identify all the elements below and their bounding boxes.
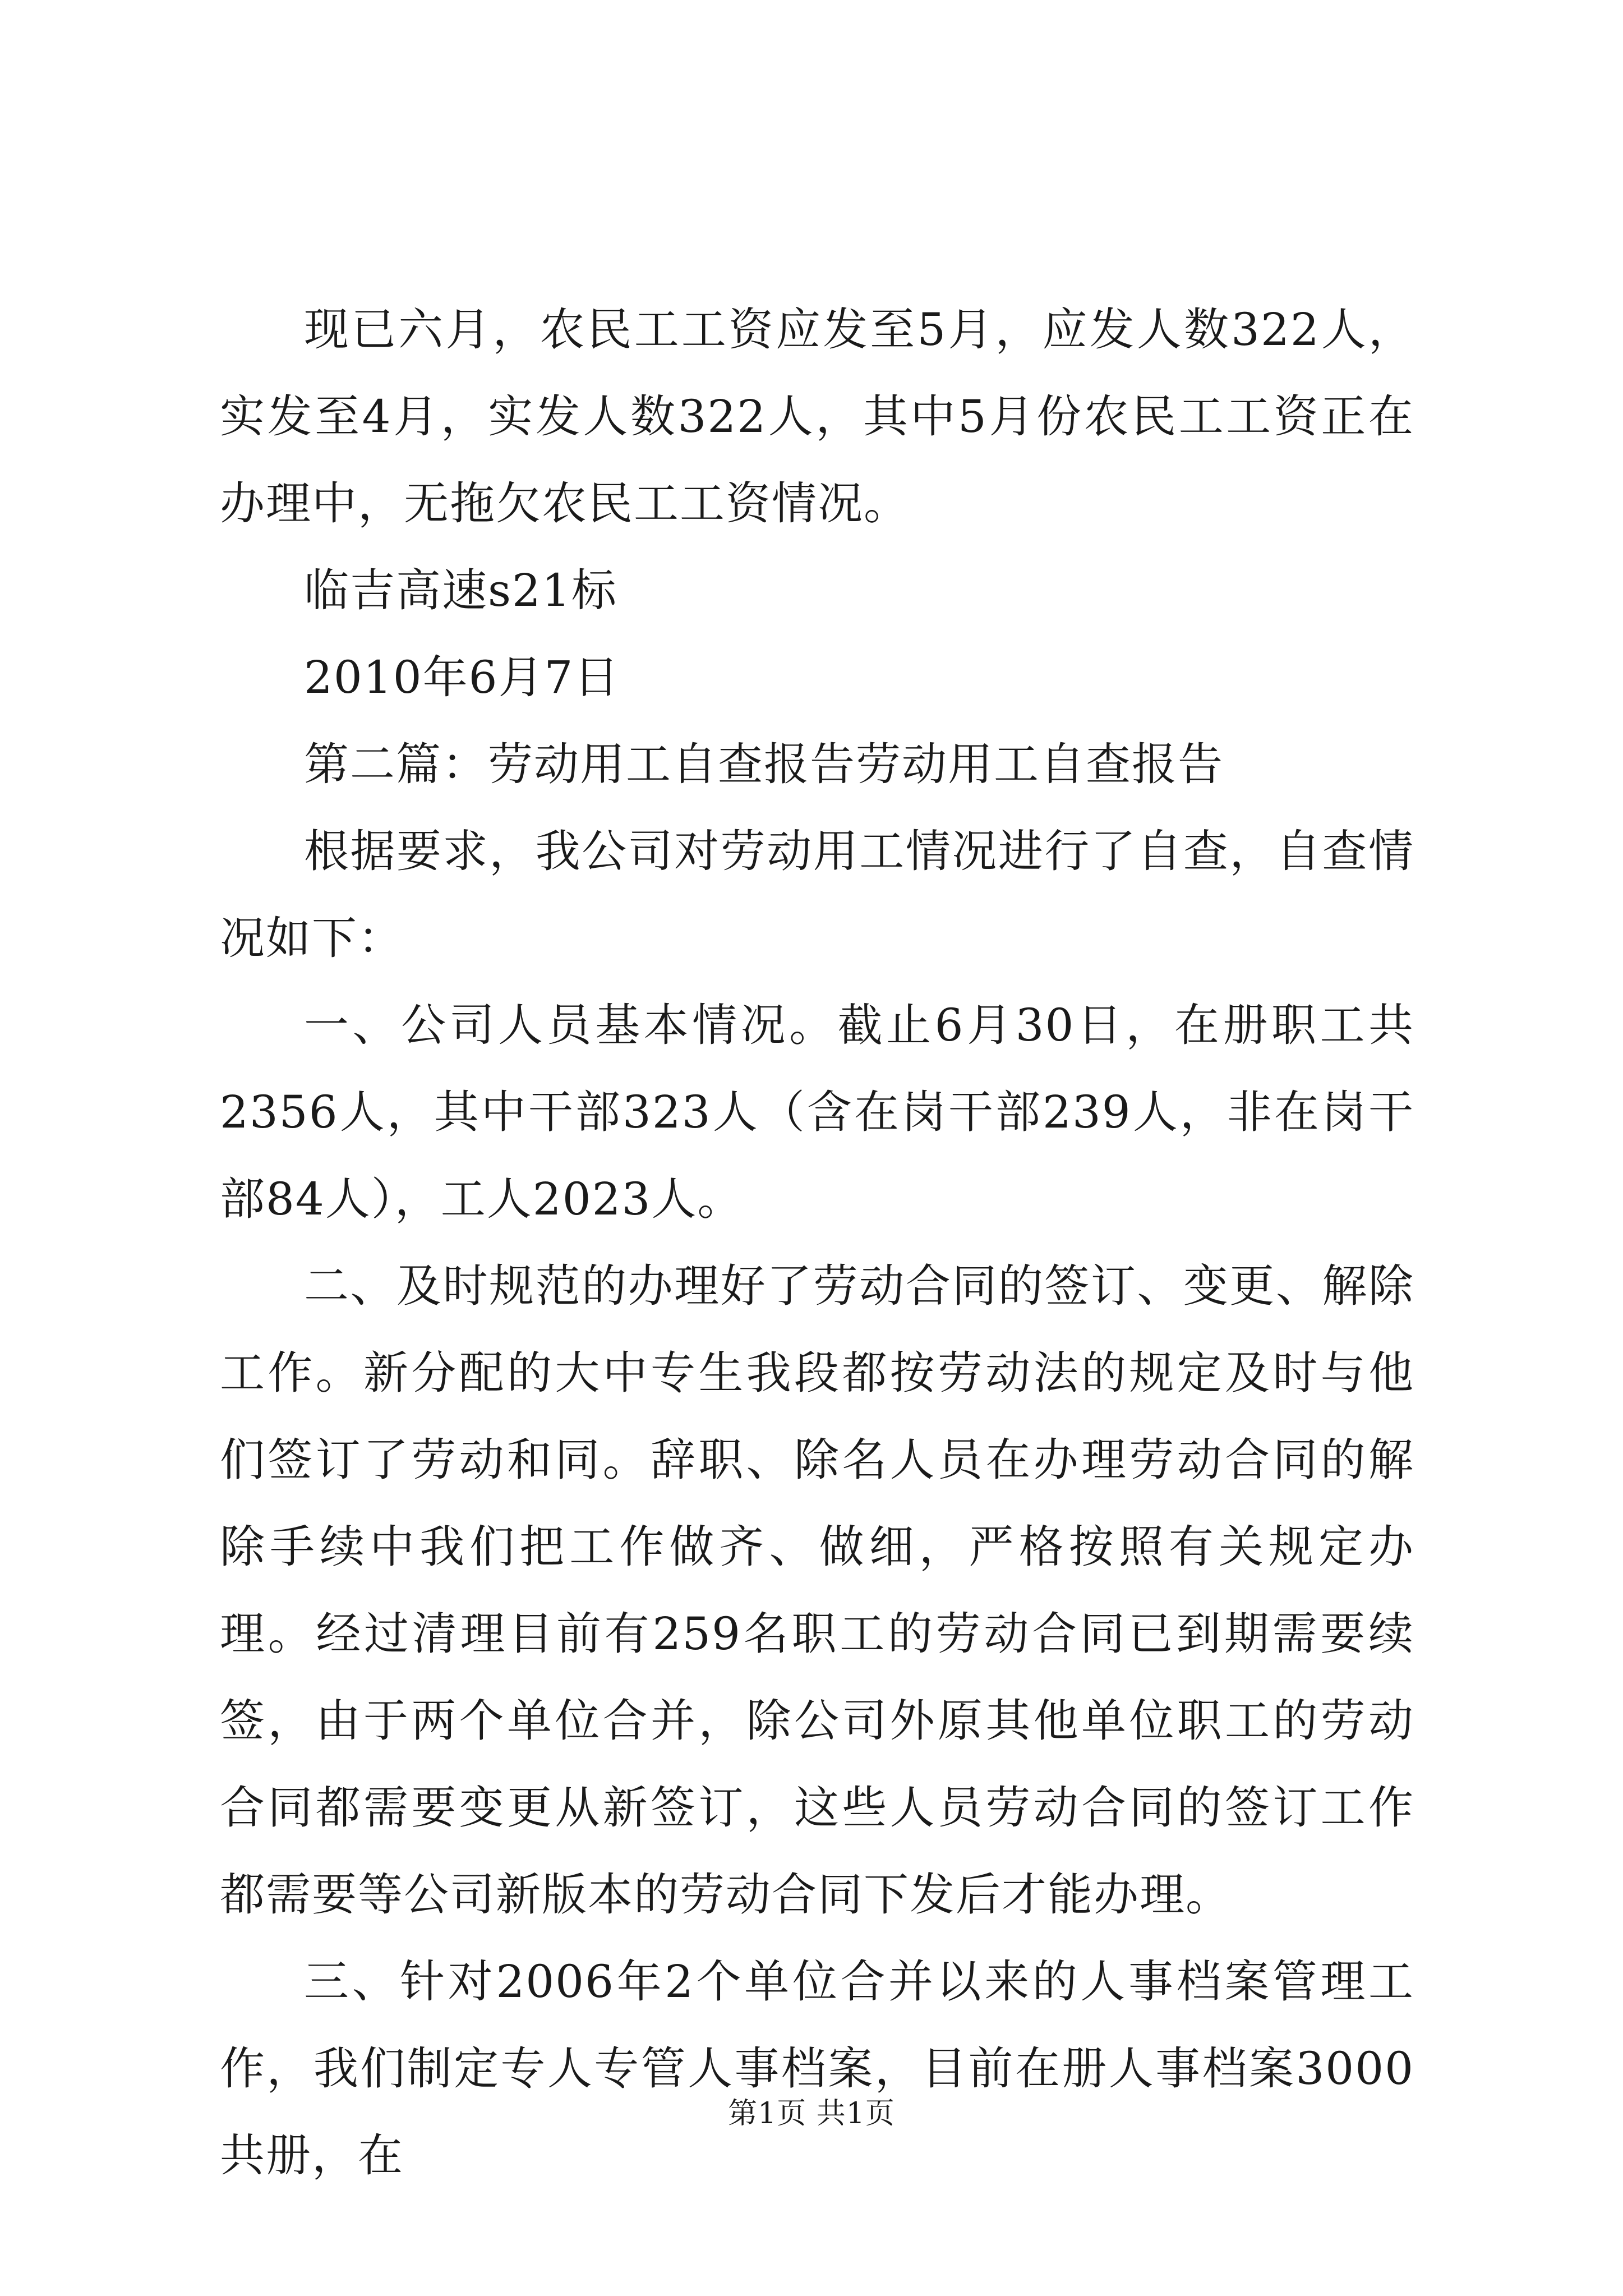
page-footer: 第1页 共1页 [728, 2097, 895, 2131]
paragraph-wages: 现已六月，农民工工资应发至5月，应发人数322人，实发至4月，实发人数322人，其中5月份农民工工资正在办理中，无拖欠农民工工资情况。 [220, 303, 1414, 530]
paragraph-signature-unit: 临吉高速s21标 [304, 564, 617, 616]
document-body [220, 286, 1414, 2199]
section-heading: 第二篇：劳动用工自查报告劳动用工自查报告 [304, 738, 1224, 790]
paragraph-archives: 三、针对2006年2个单位合并以来的人事档案管理工作，我们制定专人专管人事档案，目前在册人事档案3000共册，在 [220, 1955, 1414, 2182]
paragraph-staff-overview: 一、公司人员基本情况。截止6月30日，在册职工共2356人，其中干部323人（含在岗干部239人，非在岗干部84人），工人2023人。 [220, 999, 1414, 1225]
paragraph-intro: 根据要求，我公司对劳动用工情况进行了自查，自查情况如下： [220, 825, 1414, 964]
paragraph-contracts: 二、及时规范的办理好了劳动合同的签订、变更、解除工作。新分配的大中专生我段都按劳动法的规定及时与他们签订了劳动和同。辞职、除名人员在办理劳动合同的解除手续中我们把工作做齐、做细，严格按照有关规定办理。经过清理目前有259名职工的劳动合同已到期需要续签，由于两个单位合并，除公司外原其他单位职工的劳动合同都需要变更从新签订，这些人员劳动合同的签订工作都需要等公司新版本的劳动合同下发后才能办理。 [220, 1260, 1414, 1921]
paragraph-signature-date: 2010年6月7日 [304, 651, 620, 703]
